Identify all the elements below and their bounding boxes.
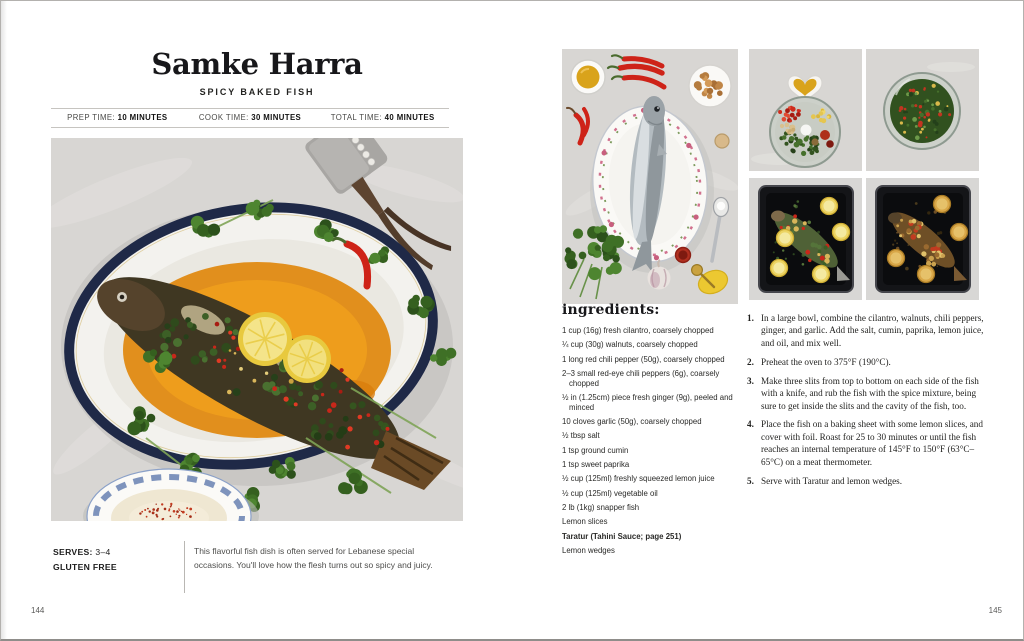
recipe-description: This flavorful fish dish is often served for Lebanese special occasions. You'll love how the flesh turns out so spicy and juicy.: [194, 546, 433, 570]
cumin-pile: [811, 138, 818, 145]
ingredient-item: 10 cloves garlic (50g), coarsely chopped: [562, 417, 702, 427]
instruction-step: [747, 418, 987, 468]
ingredient-item: ½ cup (125ml) freshly squeezed lemon juice: [562, 474, 715, 484]
diet-label: GLUTEN FREE: [53, 562, 117, 573]
instruction-step: [747, 375, 987, 412]
step-text: Preheat the oven to 375°F (190°C).: [761, 356, 891, 367]
ingredients-heading: ingredients:: [562, 302, 660, 318]
ingredient-item: 1 cup (16g) fresh cilantro, coarsely chopped: [562, 326, 714, 335]
main-dish-photo: [51, 138, 463, 521]
step-number: 5.: [747, 475, 754, 486]
ingredient-item: Taratur (Tahini Sauce; page 251): [562, 531, 682, 541]
step-text: Make three slits from top to bottom on each side of the fish with a knife, and rub the fish with the spice mixture, being sure to get inside the slits and the cavity of the fish, too.: [761, 375, 979, 411]
ingredient-item: Lemon slices: [562, 517, 608, 527]
ingredient-item: ½ in (1.25cm) piece fresh ginger (9g), peeled and minced: [562, 393, 733, 412]
process-photo-spice-mixture: [866, 49, 979, 171]
time-item: COOK TIME: 30 MINUTES: [198, 113, 302, 122]
ingredient-item: ¼ cup (30g) walnuts, coarsely chopped: [562, 340, 698, 350]
process-photo-grid: [749, 49, 979, 297]
page-number-right: 145: [988, 606, 1002, 615]
step-text: Place the fish on a baking sheet with some lemon slices, and cover with foil. Roast for 25 to 30 minutes or until the fish reaches an internal temperature of 145°F to 150°F (63°C–65°C) on a meat thermometer.: [761, 419, 983, 467]
olive-oil-bowl: [571, 60, 605, 94]
process-photo-ingredients-in-bowl: [749, 49, 862, 171]
step-text: In a large bowl, combine the cilantro, walnuts, chili peppers, ginger, and garlic. Add the salt, cumin, paprika, lemon juice, and oil, and mix well.: [761, 313, 984, 348]
page-number-left: 144: [31, 606, 45, 615]
process-photo-fish-raw-on-tray: [749, 178, 862, 297]
ingredient-item: Lemon wedges: [562, 546, 615, 556]
step-number: 2.: [747, 356, 754, 367]
serves-value: 3–4: [95, 547, 111, 557]
process-photo-fish-roasted-on-tray: [866, 178, 979, 297]
shallot: [715, 134, 729, 148]
ingredient-item: 2 lb (1kg) snapper fish: [562, 503, 640, 513]
serves-block: [53, 545, 178, 575]
ingredients-column: [562, 302, 744, 560]
instructions-list: [747, 312, 987, 494]
instruction-step: [747, 356, 987, 368]
time-item: TOTAL TIME: 40 MINUTES: [330, 113, 435, 122]
paprika-pile: [820, 130, 830, 140]
ingredient-item: ½ cup (125ml) vegetable oil: [562, 488, 658, 498]
recipe-title: Samke Harra: [151, 47, 363, 81]
serves-label: SERVES:: [53, 547, 93, 557]
step-number: 3.: [747, 375, 754, 386]
time-item: PREP TIME: 10 MINUTES: [67, 113, 168, 122]
ingredient-item: 1 long red chili pepper (50g), coarsely chopped: [562, 354, 725, 364]
ingredient-item: 1 tsp sweet paprika: [562, 460, 630, 470]
ingredient-item: ½ tbsp salt: [562, 431, 600, 441]
ingredients-list: [562, 326, 744, 556]
ingredients-photo: [562, 49, 738, 304]
paprika-pinch-bowl: [676, 248, 691, 263]
ingredient-item: 2–3 small red-eye chili peppers (6g), coarsely chopped: [562, 368, 720, 388]
time-bar: [51, 108, 449, 128]
instruction-step: [747, 475, 987, 487]
step-number: 1.: [747, 313, 754, 323]
step-text: Serve with Taratur and lemon wedges.: [761, 475, 903, 486]
recipe-subtitle: SPICY BAKED FISH: [199, 87, 315, 97]
salt-pile: [801, 125, 812, 136]
instruction-step: [747, 312, 987, 349]
walnut-bowl: [689, 65, 731, 107]
footer-divider: [184, 541, 185, 593]
step-number: 4.: [747, 419, 754, 430]
ingredient-item: 1 tsp ground cumin: [562, 445, 629, 455]
